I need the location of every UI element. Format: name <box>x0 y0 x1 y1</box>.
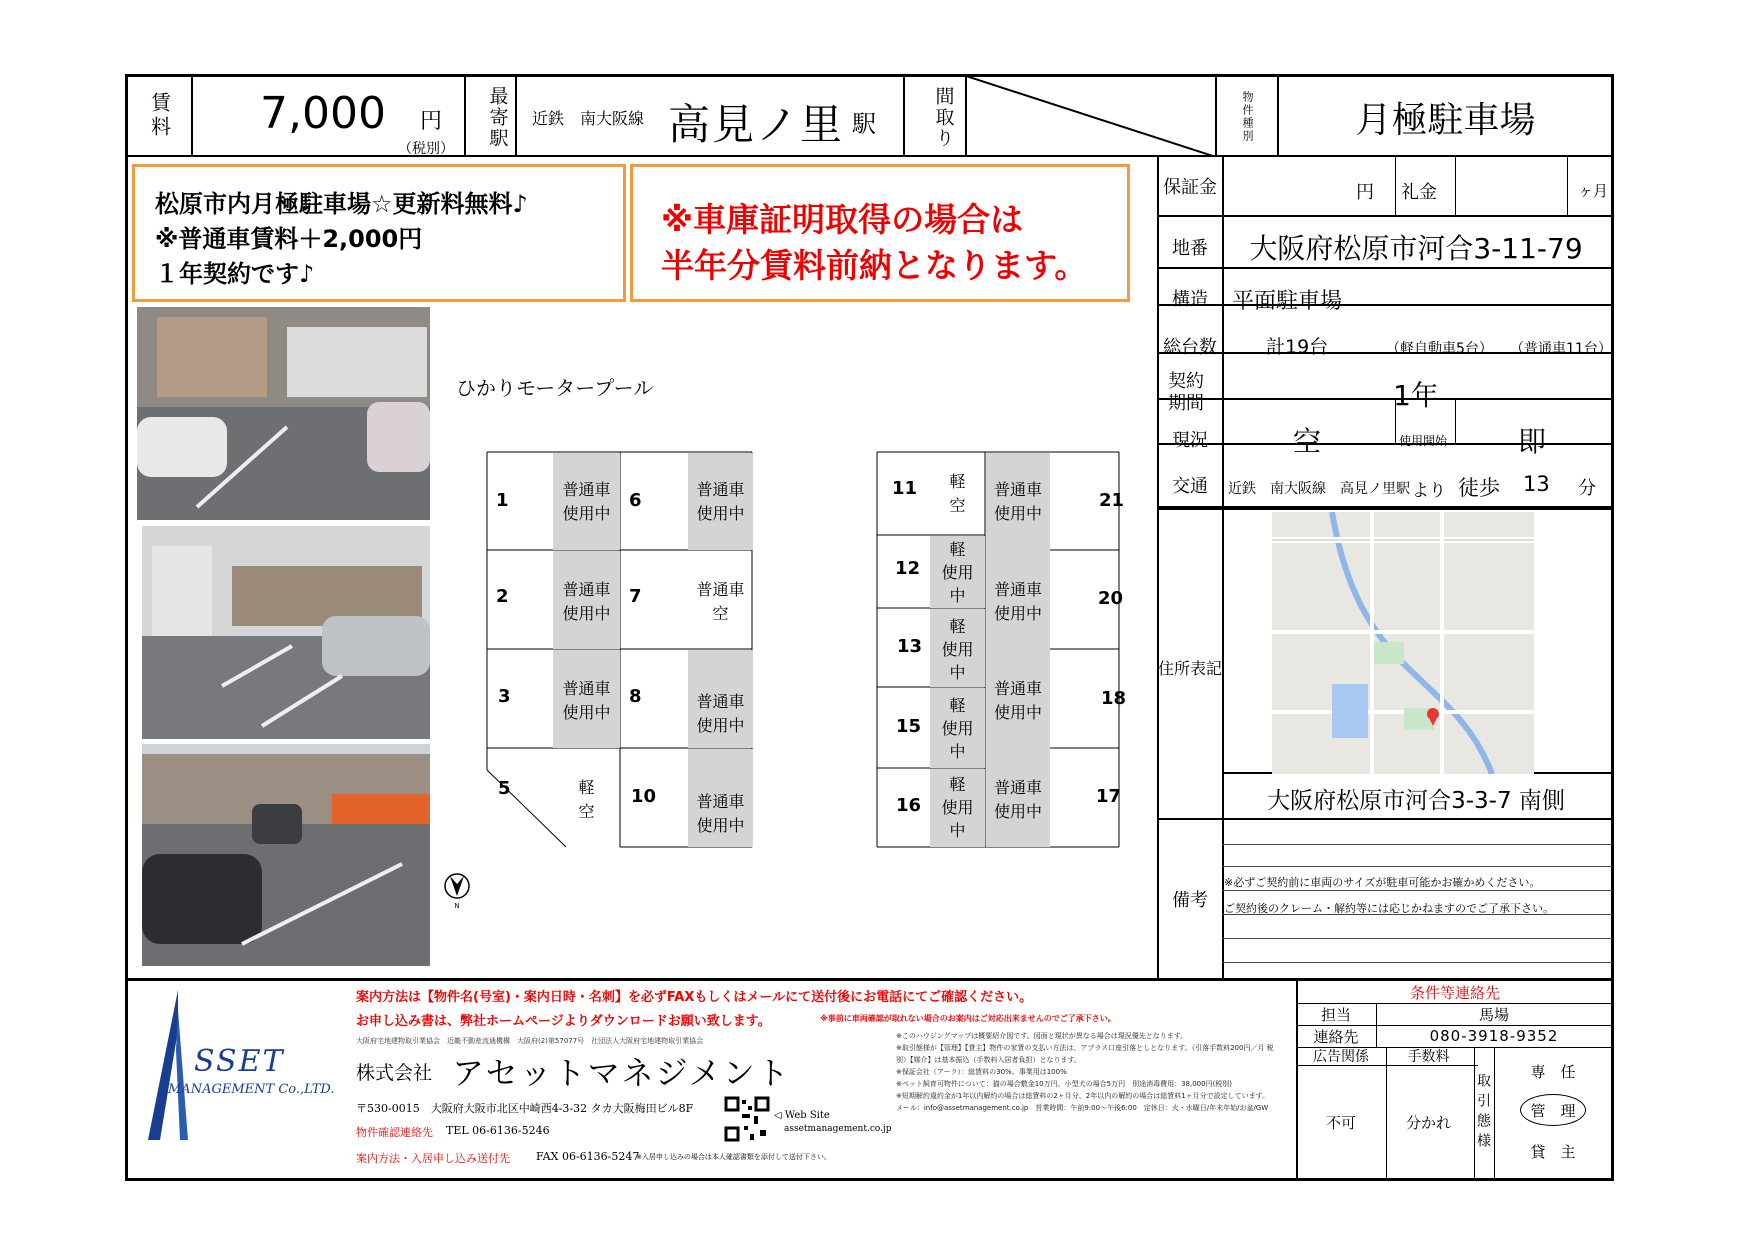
lot-number: 11 <box>892 478 918 499</box>
address-value: 大阪府松原市河合3-3-7 南側 <box>1267 787 1565 814</box>
deposit-unit: 円 <box>1356 182 1374 203</box>
period-label: 契約期間 <box>1168 371 1204 414</box>
type-label: 物件種別 <box>1241 91 1254 143</box>
lot-number: 1 <box>496 490 509 511</box>
station-name: 高見ノ里 <box>668 100 845 149</box>
lot-13-status: 軽 使用 中 <box>941 617 974 682</box>
warning-box <box>630 164 1130 302</box>
contact-label: 連絡先 <box>1313 1027 1359 1046</box>
remark-2: ご契約後のクレーム・解約等には応じかねますのでご了承下さい。 <box>1224 902 1554 915</box>
logo-subtext: MANAGEMENT Co.,LTD. <box>168 1082 335 1097</box>
lot-16-status: 軽 使用 中 <box>941 775 974 840</box>
lot-11-status: 軽 空 <box>949 472 966 515</box>
logo-text: SSET <box>194 1044 285 1079</box>
lot-number: 18 <box>1101 688 1127 709</box>
company-name: アセットマネジメント <box>452 1054 791 1092</box>
access-unit: 分 <box>1578 478 1596 499</box>
access-walk: 徒歩 <box>1458 476 1500 500</box>
lot-1-status: 普通車 使用中 <box>562 480 611 523</box>
start-value: 即 <box>1517 425 1546 458</box>
deal-option-2-selected: 管 理 <box>1520 1094 1586 1126</box>
lot-5-status: 軽 空 <box>578 778 595 821</box>
promo-line-2: ※普通車賃料＋2,000円 <box>155 225 423 253</box>
lot-15-status: 軽 使用 中 <box>941 696 974 761</box>
warning-line-2: 半年分賃料前納となります。 <box>661 246 1088 285</box>
location-map <box>1272 512 1534 774</box>
layout-empty-slash <box>966 76 1216 157</box>
lot-number: 16 <box>896 795 922 816</box>
structure-value: 平面駐車場 <box>1232 289 1343 314</box>
person-name: 馬場 <box>1478 1005 1509 1024</box>
lot-6-status: 普通車 使用中 <box>696 480 745 523</box>
association-text: 大阪府宅地建物取引業協会 近畿不動産流通機構 大阪府(2)第57077号 社団法人大阪府宅地建物取引業協会 <box>356 1037 704 1045</box>
north-arrow-icon <box>442 862 472 910</box>
notice-1: 案内方法は【物件名(号室)・案内日時・名刺】を必ずFAXもしくはメールにて送付後にお電話にてご確認ください。 <box>356 990 1033 1005</box>
lot-number: 12 <box>895 558 921 579</box>
deal-option-3: 貸 主 <box>1530 1142 1576 1161</box>
person-label: 担当 <box>1320 1005 1351 1024</box>
lot-8-status: 普通車 使用中 <box>696 692 745 735</box>
ad-value: 不可 <box>1325 1113 1356 1132</box>
footer-notes: ※このハウジングマップは概要紹介図です。図面と現状が異なる場合は現況優先となります。 ※取引態様が【管理】【貸主】物件の家賃の支払い方法は、アプラス口座引落としとなります。（引落手数料200円／月 税別）【媒介】は基本振込（手数料入居者負担）となります。 ※保証会社（アーク）：総賃料の30%、事業用は100% ※ペット飼育可物件について：猫の場合敷金10万円、小型犬の場合5万円 別途消毒費用：38,000円(税別) ※短期解約違約金が1年以内解約の場合は総賃料の2ヶ月分、2年以内の解約の場合は総賃料1ヶ月分で設定しています。 メール：info@assetmanagement.co.jp 営業時間：午前9:00〜午後6:00 定休日：火・水曜日/年末年始/お盆/GW <box>896 1032 1274 1112</box>
lot-20-status: 普通車 使用中 <box>993 580 1042 623</box>
tel-label: 物件確認連絡先 <box>356 1126 433 1139</box>
deal-option-1: 専 任 <box>1530 1062 1576 1081</box>
company-prefix: 株式会社 <box>356 1062 433 1084</box>
qr-code-icon[interactable] <box>724 1096 770 1142</box>
remarks-label: 備考 <box>1172 890 1208 911</box>
company-address: 〒530-0015 大阪府大阪市北区中崎西4-3-32 タカ大阪梅田ビル8F <box>356 1102 694 1115</box>
rent-unit: 円 <box>420 109 443 134</box>
total-kei: （軽自動車5台） <box>1386 341 1493 357</box>
station-line: 近鉄 南大阪線 <box>532 109 645 128</box>
lot-number: 8 <box>629 686 642 707</box>
parking-photo-3 <box>142 744 430 966</box>
fee-label: 手数料 <box>1407 1049 1450 1065</box>
deposit-label: 保証金 <box>1163 177 1217 198</box>
lot-3-status: 普通車 使用中 <box>562 679 611 722</box>
station-suffix: 駅 <box>852 110 876 138</box>
lot-12-status: 軽 使用 中 <box>941 540 974 605</box>
lot-number: 5 <box>498 778 511 799</box>
status-value: 空 <box>1292 425 1321 458</box>
website-url[interactable]: assetmanagement.co.jp <box>784 1124 892 1134</box>
lot-number: 21 <box>1099 490 1125 511</box>
station-label: 最寄駅 <box>486 85 509 149</box>
lot-number: 10 <box>631 786 657 807</box>
parking-photo-1 <box>137 307 430 520</box>
rent-label: 賃料 <box>147 92 172 140</box>
contact-title: 条件等連絡先 <box>1409 983 1500 1002</box>
website-label: ◁ Web Site <box>774 1110 830 1121</box>
start-label: 使用開始 <box>1398 433 1447 448</box>
access-line: 近鉄 南大阪線 高見ノ里駅 <box>1228 481 1410 497</box>
access-minutes: 13 <box>1523 472 1550 496</box>
fee-value: 分かれ <box>1405 1113 1451 1132</box>
access-yori: より <box>1412 481 1446 501</box>
type-value: 月極駐車場 <box>1355 99 1536 141</box>
lot-18-status: 普通車 使用中 <box>993 679 1042 722</box>
key-money-label: 礼金 <box>1401 182 1437 203</box>
lot-value: 大阪府松原市河合3-11-79 <box>1249 232 1583 265</box>
lot-number: 6 <box>629 490 642 511</box>
ad-label: 広告関係 <box>1313 1049 1369 1065</box>
svg-text:N: N <box>454 902 460 910</box>
parking-photo-2 <box>142 526 430 739</box>
address-label: 住所表記 <box>1158 659 1223 678</box>
lot-10-status: 普通車 使用中 <box>696 792 745 835</box>
access-label: 交通 <box>1172 476 1208 497</box>
total-value: 計19台 <box>1266 336 1329 358</box>
notice-2: お申し込み書は、弊社ホームページよりダウンロードお願い致します。 <box>356 1014 771 1029</box>
lot-number: 17 <box>1096 786 1122 807</box>
promo-line-3: １年契約です♪ <box>155 260 315 288</box>
lot-number: 15 <box>896 716 922 737</box>
contact-phone[interactable]: 080-3918-9352 <box>1429 1027 1559 1045</box>
lot-17-status: 普通車 使用中 <box>993 778 1042 821</box>
fax-label: 案内方法・入居申し込み送付先 <box>356 1152 510 1165</box>
lot-label: 地番 <box>1172 238 1208 259</box>
lot-number: 2 <box>496 586 509 607</box>
rent-tax: （税別） <box>398 141 454 157</box>
total-label: 総台数 <box>1163 337 1217 358</box>
lot-number: 20 <box>1098 588 1124 609</box>
map-title: ひかりモータープール <box>456 376 654 400</box>
status-label: 現況 <box>1172 430 1208 451</box>
lot-21-status: 普通車 使用中 <box>993 480 1042 523</box>
promo-box <box>132 164 626 302</box>
tel-number: TEL 06-6136-5246 <box>446 1124 550 1137</box>
lot-number: 13 <box>897 636 923 657</box>
lot-number: 7 <box>629 586 642 607</box>
lot-7-status: 普通車 空 <box>696 580 745 623</box>
rent-value: 7,000 <box>260 88 386 139</box>
deal-label: 取引態様 <box>1475 1073 1491 1153</box>
remark-1: ※必ずご契約前に車両のサイズが駐車可能かお確かめください。 <box>1224 876 1541 889</box>
fax-note: ※入居申し込みの場合は本人確認書類を添付して送付下さい。 <box>636 1153 831 1161</box>
warning-line-1: ※車庫証明取得の場合は <box>661 200 1024 239</box>
period-value: 1年 <box>1393 379 1439 412</box>
promo-line-1: 松原市内月極駐車場☆更新料無料♪ <box>155 190 528 218</box>
asset-logo-mark <box>138 990 192 1140</box>
notice-2-small: ※事前に車両確認が取れない場合のお案内はご対応出来ませんのでご了承下さい。 <box>820 1014 1116 1023</box>
lot-2-status: 普通車 使用中 <box>562 580 611 623</box>
structure-label: 構造 <box>1172 289 1208 310</box>
layout-label: 間取り <box>932 85 955 149</box>
key-money-unit: ヶ月 <box>1578 182 1609 200</box>
fax-number: FAX 06-6136-5247 <box>536 1150 640 1163</box>
total-futsu: （普通車11台） <box>1510 341 1612 357</box>
lot-number: 3 <box>498 686 511 707</box>
